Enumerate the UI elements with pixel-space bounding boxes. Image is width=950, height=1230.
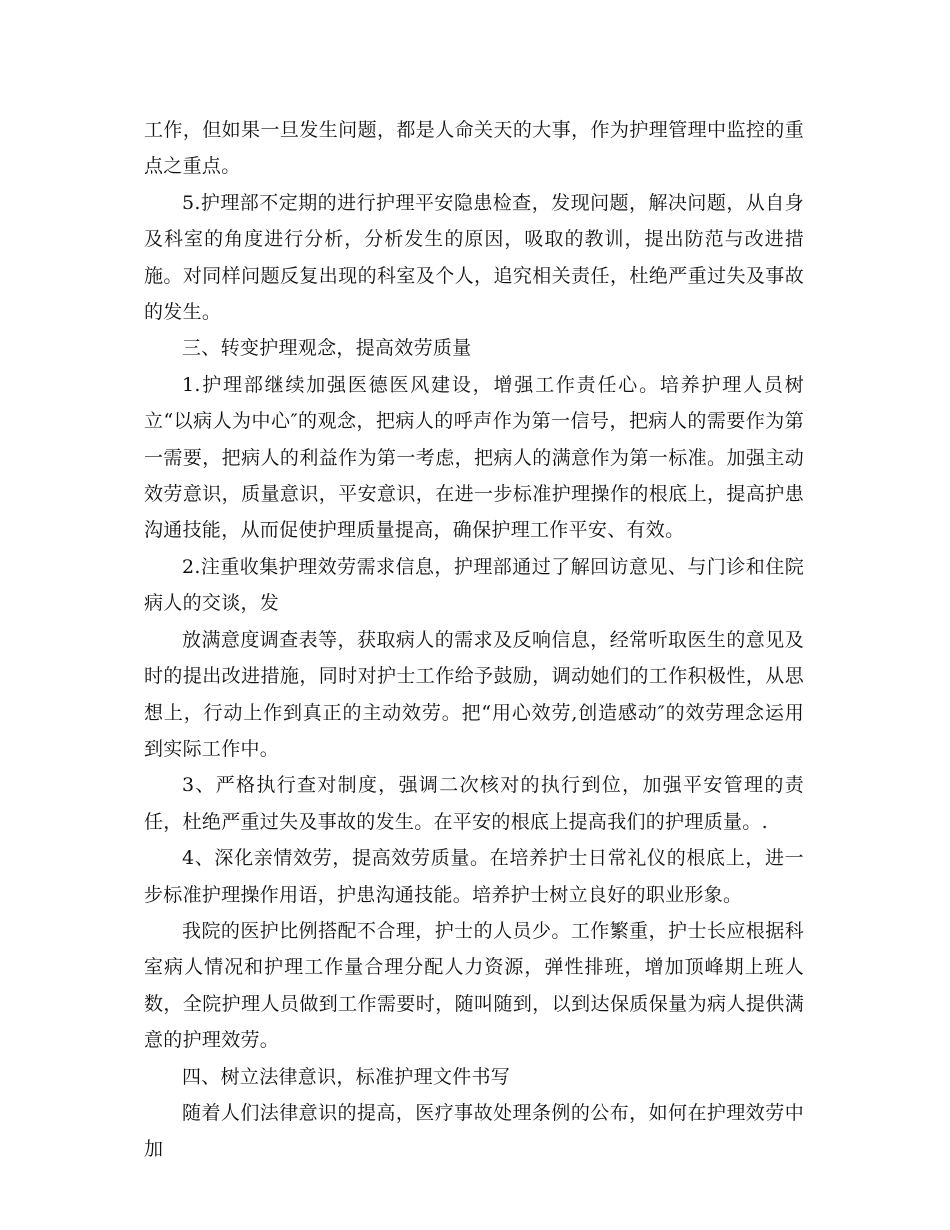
- document-body: [144, 112, 804, 1168]
- paragraph-item-5: 5.护理部不定期的进行护理平安隐患检查，发现问题，解决问题，从自身及科室的角度进行分析，分析发生的原因，吸取的教训，提出防范与改进措施。对同样问题反复出现的科室及个人，追究相关责任，杜绝严重过失及事故的发生。: [144, 191, 804, 324]
- paragraph-legal-awareness: 随着人们法律意识的提高，医疗事故处理条例的公布，如何在护理效劳中加: [144, 1101, 804, 1161]
- section-heading-4: 四、树立法律意识，标准护理文件书写: [182, 1065, 511, 1088]
- paragraph-item-2-continued: 放满意度调查表等，获取病人的需求及反响信息，经常听取医生的意见及时的提出改进措施，同时对护士工作给予鼓励，调动她们的工作积极性，从思想上，行动上作到真正的主动效劳。把“用心效劳,创造感动″的效劳理念运用到实际工作中。: [144, 628, 804, 760]
- paragraph-item-4: 4、深化亲情效劳，提高效劳质量。在培养护士日常礼仪的根底上，进一步标准护理操作用语，护患沟通技能。培养护士树立良好的职业形象。: [144, 847, 804, 906]
- paragraph-staffing: 我院的医护比例搭配不合理，护士的人员少。工作繁重，护士长应根据科室病人情况和护理工作量合理分配人力资源，弹性排班，增加顶峰期上班人数，全院护理人员做到工作需要时，随叫随到，以到达保质保量为病人提供满意的护理效劳。: [144, 919, 804, 1052]
- paragraph-continuation: 工作，但如果一旦发生问题，都是人命关天的大事，作为护理管理中监控的重点之重点。: [144, 119, 804, 178]
- paragraph-item-1: 1.护理部继续加强医德医风建设，增强工作责任心。培养护理人员树立“以病人为中心″的观念，把病人的呼声作为第一信号，把病人的需要作为第一需要，把病人的利益作为第一考虑，把病人的满意作为第一标准。加强主动效劳意识，质量意识，平安意识，在进一步标准护理操作的根底上，提高护患沟通技能，从而促使护理质量提高，确保护理工作平安、有效。: [144, 373, 804, 542]
- paragraph-item-2: 2.注重收集护理效劳需求信息，护理部通过了解回访意见、与门诊和住院病人的交谈，发: [144, 555, 804, 615]
- section-heading-3: 三、转变护理观念，提高效劳质量: [182, 337, 472, 360]
- paragraph-item-3: 3、严格执行查对制度，强调二次核对的执行到位，加强平安管理的责任，杜绝严重过失及事故的发生。在平安的根底上提高我们的护理质量。.: [144, 774, 804, 833]
